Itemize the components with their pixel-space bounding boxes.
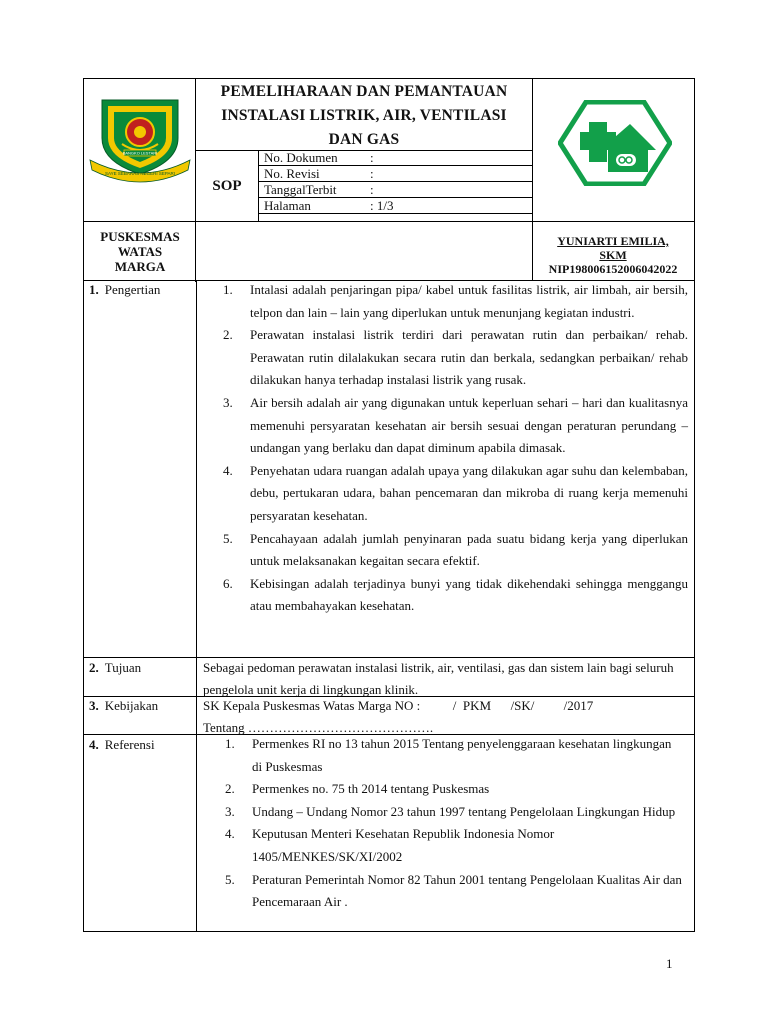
referensi-list [222, 733, 682, 914]
list-item [222, 801, 682, 824]
list-item-text: Intalasi adalah penjaringan pipa/ kabel untuk fasilitas listrik, air limbah, air bersih, telpon dan lain – lain yang diperlukan untuk menunjang kegiatan industri. [250, 282, 688, 320]
pengertian-list [218, 279, 688, 618]
list-item-text: Kebisingan adalah terjadinya bunyi yang tidak dikehendaki sehingga menggangu atau membahayakan kesehatan. [250, 575, 688, 614]
list-item [218, 324, 688, 392]
list-item-text: Penyehatan udara ruangan adalah upaya yang dilakukan agar suhu dan kelembaban, debu, pertukaran udara, bahan pencemaran dan mikroba di ruang kerja memenuhi persyaratan kesehatan. [250, 462, 688, 523]
doc-field-key: Halaman [264, 198, 311, 213]
list-item-number: 5. [223, 530, 233, 546]
list-item-number: 2. [223, 327, 233, 343]
page-number: 1 [666, 956, 673, 971]
doc-field-key: No. Dokumen [264, 150, 338, 165]
list-item-number: 4. [225, 826, 235, 842]
list-item [222, 778, 682, 801]
list-item-text: Permenkes RI no 13 tahun 2015 Tentang penyelenggaraan kesehatan lingkungan di Puskesmas [252, 736, 672, 774]
section-label-pengertian [89, 282, 160, 298]
sop-label: SOP [212, 177, 242, 194]
logo-motto-top: BANGKO LESTARI [122, 150, 158, 156]
logo-motto-bottom: SAYE SEBARAS NEGERI SEPARI [104, 171, 176, 176]
list-item-text: Undang – Undang Nomor 23 tahun 1997 tentang Pengelolaan Lingkungan Hidup [252, 803, 676, 819]
doc-field-value: : [370, 150, 374, 165]
section-label: Pengertian [104, 282, 161, 297]
list-item-text: Pencahayaan adalah jumlah penyinaran pada suatu bidang kerja yang diperlukan untuk melaksanakan kegaitan secara efektif. [250, 530, 688, 569]
list-item-number: 1. [223, 282, 233, 297]
list-item-text: Perawatan instalasi listrik terdiri dari perawatan rutin dan perbaikan/ rehab. Perawatan rutin dilalakukan secara rutin dan berkala, sedangkan perbaikan/ rehab dilakukan hanya terhadap instalasi listrik yang rusak. [250, 327, 688, 388]
list-item-number: 4. [223, 462, 233, 478]
doc-field-key: No. Revisi [264, 166, 320, 181]
tujuan-text: Sebagai pedoman perawatan instalasi listrik, air, ventilasi, gas dan sistem lain bagi seluruh pengelola unit kerja di lingkungan klinik. [203, 660, 674, 697]
doc-field-value: : 1/3 [370, 198, 394, 213]
regional-emblem-logo [88, 86, 192, 190]
puskesmas-name-line: MARGA [114, 259, 166, 274]
section-number: 1. [89, 282, 99, 297]
divider [258, 150, 259, 222]
list-item [218, 528, 688, 573]
section-number: 4. [89, 737, 99, 752]
doc-field-key: TanggalTerbit [264, 182, 337, 197]
list-item-number: 3. [225, 803, 235, 819]
section-label: Referensi [104, 737, 155, 752]
puskesmas-logo [558, 100, 672, 186]
signer-nip: NIP198006152006042022 [548, 262, 678, 276]
title-line: PEMELIHARAAN DAN PEMANTAUAN [220, 83, 508, 100]
doc-field-row [264, 166, 370, 182]
list-item [218, 573, 688, 618]
signer-title: SKM [599, 248, 627, 262]
kebijakan-line-1: SK Kepala Puskesmas Watas Marga NO : / PKM /SK/ /2017 [203, 698, 594, 713]
section-label-kebijakan [89, 698, 158, 714]
kebijakan-line-2: Tentang ……………………………………. [203, 720, 434, 735]
section-label-tujuan [89, 660, 141, 676]
doc-field-row [264, 198, 370, 214]
puskesmas-name [84, 229, 196, 274]
section-label: Tujuan [104, 660, 142, 675]
list-item-number: 2. [225, 781, 235, 797]
list-item-number: 1. [225, 736, 235, 751]
list-item [218, 279, 688, 324]
list-item [222, 733, 682, 778]
title-line: DAN GAS [328, 131, 400, 148]
section-label: Kebijakan [104, 698, 159, 713]
doc-field-row [264, 150, 370, 166]
list-item-text: Keputusan Menteri Kesehatan Republik Indonesia Nomor 1405/MENKES/SK/XI/2002 [252, 826, 555, 864]
doc-field-value: : [370, 182, 374, 197]
list-item-number: 6. [223, 575, 233, 591]
divider [196, 280, 197, 932]
signer-block [532, 234, 694, 276]
list-item-text: Permenkes no. 75 th 2014 tentang Puskesmas [252, 781, 490, 797]
doc-field-value: : [370, 166, 374, 181]
list-item-text: Peraturan Pemerintah Nomor 82 Tahun 2001 tentang Pengelolaan Kualitas Air dan Pencemaraan Air . [252, 871, 682, 910]
list-item-text: Air bersih adalah air yang digunakan untuk keperluan sehari – hari dan kualitasnya memenuhi persyaratan kesehatan air bersih sesuai dengan peraturan perundang – undangan yang berlaku dan dapat diminum apabila dimasak. [250, 394, 688, 456]
section-number: 3. [89, 698, 99, 713]
section-number: 2. [89, 660, 99, 675]
list-item-number: 3. [223, 394, 233, 410]
signer-name: YUNIARTI EMILIA, [557, 234, 669, 248]
section-label-referensi [89, 737, 155, 753]
list-item [222, 823, 682, 868]
title-line: INSTALASI LISTRIK, AIR, VENTILASI [221, 107, 507, 124]
puskesmas-name-line: WATAS [117, 244, 163, 259]
document-title [196, 80, 532, 152]
list-item [218, 460, 688, 528]
list-item [222, 869, 682, 914]
list-item [218, 392, 688, 460]
puskesmas-name-line: PUSKESMAS [100, 229, 180, 244]
doc-field-row [264, 182, 370, 198]
list-item-number: 5. [225, 871, 235, 887]
